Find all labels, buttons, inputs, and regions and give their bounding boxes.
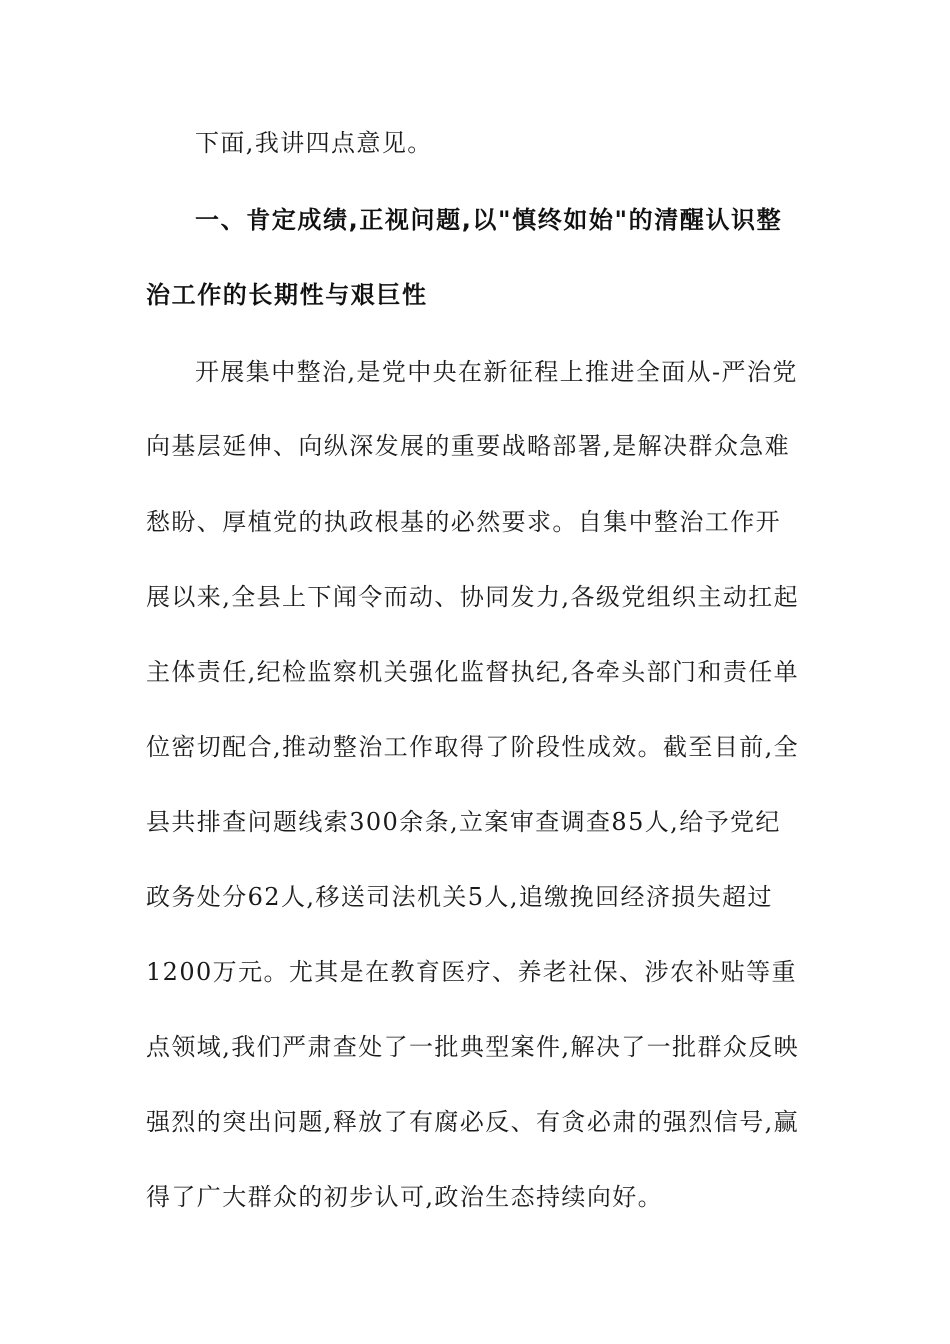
paragraph-line: 向基层延伸、向纵深发展的重要战略部署,是解决群众急难 [146,432,791,460]
paragraph-line: 开展集中整治,是党中央在新征程上推进全面从-严治党 [195,358,798,386]
intro-text: 下面,我讲四点意见。 [195,129,433,157]
paragraph-line: 点领域,我们严肃查处了一批典型案件,解决了一批群众反映 [146,1033,800,1061]
paragraph-line: 展以来,全县上下闻令而动、协同发力,各级党组织主动扛起 [146,583,800,611]
section-heading-line-1: 一、肯定成绩,正视问题,以"慎终如始"的清醒认识整 [195,206,783,234]
paragraph-line: 1200万元。尤其是在教育医疗、养老社保、涉农补贴等重 [146,958,797,986]
paragraph-line: 愁盼、厚植党的执政根基的必然要求。自集中整治工作开 [146,508,781,536]
paragraph-line: 强烈的突出问题,释放了有腐必反、有贪必肃的强烈信号,赢 [146,1108,800,1136]
paragraph-line: 县共排查问题线索300余条,立案审查调查85人,给予党纪 [146,808,781,836]
paragraph-line: 得了广大群众的初步认可,政治生态持续向好。 [146,1183,664,1211]
paragraph-line: 政务处分62人,移送司法机关5人,追缴挽回经济损失超过 [146,883,773,911]
paragraph-line: 位密切配合,推动整治工作取得了阶段性成效。截至目前,全 [146,733,800,761]
section-heading-line-2: 治工作的长期性与艰巨性 [146,281,428,309]
paragraph-line: 主体责任,纪检监察机关强化监督执纪,各牵头部门和责任单 [146,658,800,686]
